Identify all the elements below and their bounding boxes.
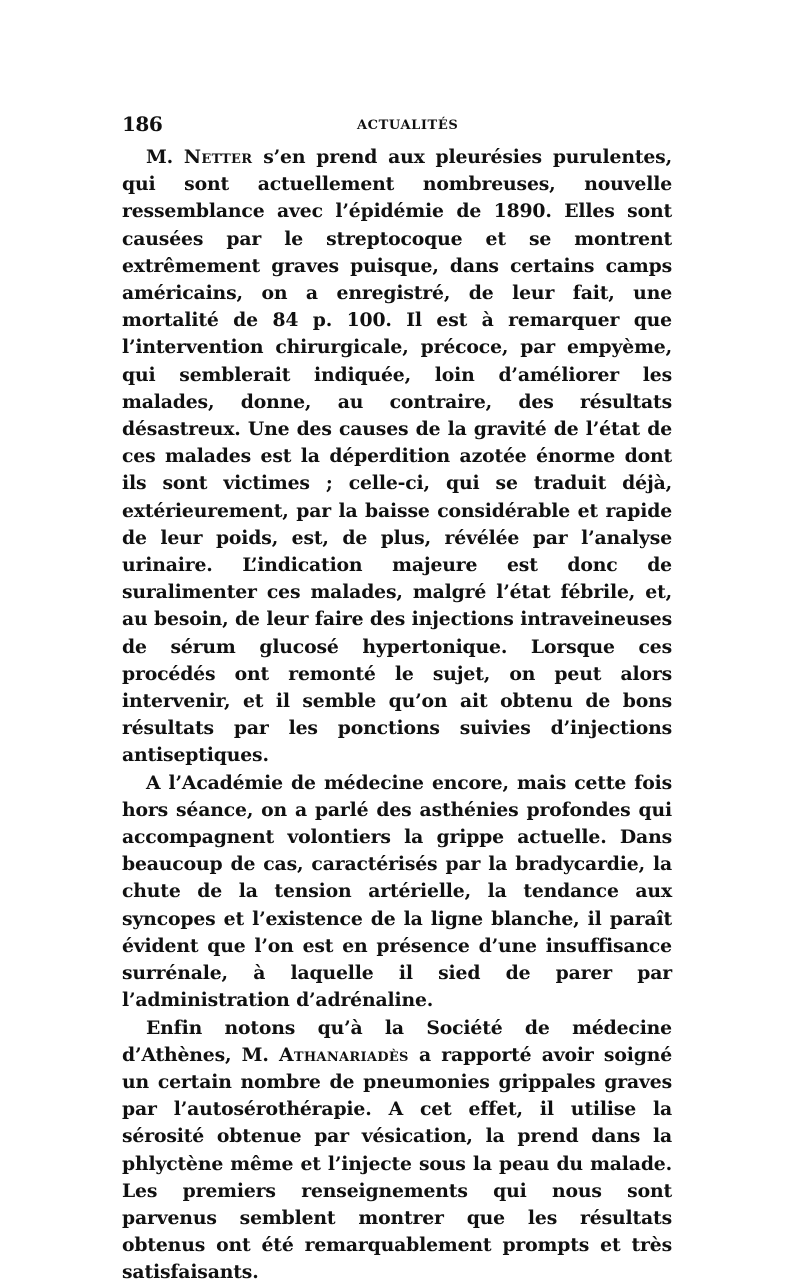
person-name-athanariades: Athanariadès [279,1043,409,1066]
person-name-netter: Netter [183,146,253,168]
paragraph-text-before: Enfin notons qu’à la Société de médecine d’Athènes, M. [122,1016,672,1066]
running-title: ACTUALITÉS [357,118,459,133]
paragraph-text-after: a rapporté avoir soigné un certain nombre de pneumonies grippales graves par l’autosérothérapie. A cet effet, il utilise la sérosité obtenue par vésication, la prend dans la phlyctène même et l’injecte sous la peau du malade. Les premiers renseignements qui nous sont parvenus semblent montrer que les résultats obtenus ont été remarquablement prompts et très satisfaisants. [122,1043,672,1284]
body-text [122,144,672,1287]
book-page [122,112,672,1287]
paragraph-text: A l’Académie de médecine encore, mais cette fois hors séance, on a parlé des asthénies profondes qui accompagnent volontiers la grippe actuelle. Dans beaucoup de cas, caractérisés par la bradycardie, la chute de la tension artérielle, la tendance aux syncopes et l’existence de la ligne blanche, il paraît évident que l’on est en présence d’une insuffisance surrénale, à laquelle il sied de parer par l’administration d’adrénaline. [122,771,672,1012]
paragraph-athenes [122,1015,672,1287]
paragraph-text: s’en prend aux pleurésies purulentes, qui sont actuellement nombreuses, nouvelle ressemblance avec l’épidémie de 1890. Elles sont causées par le streptocoque et se montrent extrêmement graves puisque, dans certains camps américains, on a enregistré, de leur fait, une mortalité de 84 p. 100. Il est à remarquer que l’intervention chirurgicale, précoce, par empyème, qui semblerait indiquée, loin d’améliorer les malades, donne, au contraire, des résultats désastreux. Une des causes de la gravité de l’état de ces malades est la déperdition azotée énorme dont ils sont victimes ; celle-ci, qui se traduit déjà, extérieurement, par la baisse considérable et rapide de leur poids, est, de plus, révélée par l’analyse urinaire. L’indication majeure est donc de suralimenter ces malades, malgré l’état fébrile, et, au besoin, de leur faire des injections intraveineuses de sérum glucosé hypertonique. Lorsque ces procédés ont remonté le sujet, on peut alors intervenir, et il semble qu’on ait obtenu de bons résultats par les ponctions suivies d’injections antiseptiques. [122,146,672,767]
page-header [122,112,672,144]
paragraph-lead: M. [146,146,184,168]
paragraph-netter [122,144,672,770]
page-number: 186 [122,112,163,136]
paragraph-academie [122,770,672,1015]
